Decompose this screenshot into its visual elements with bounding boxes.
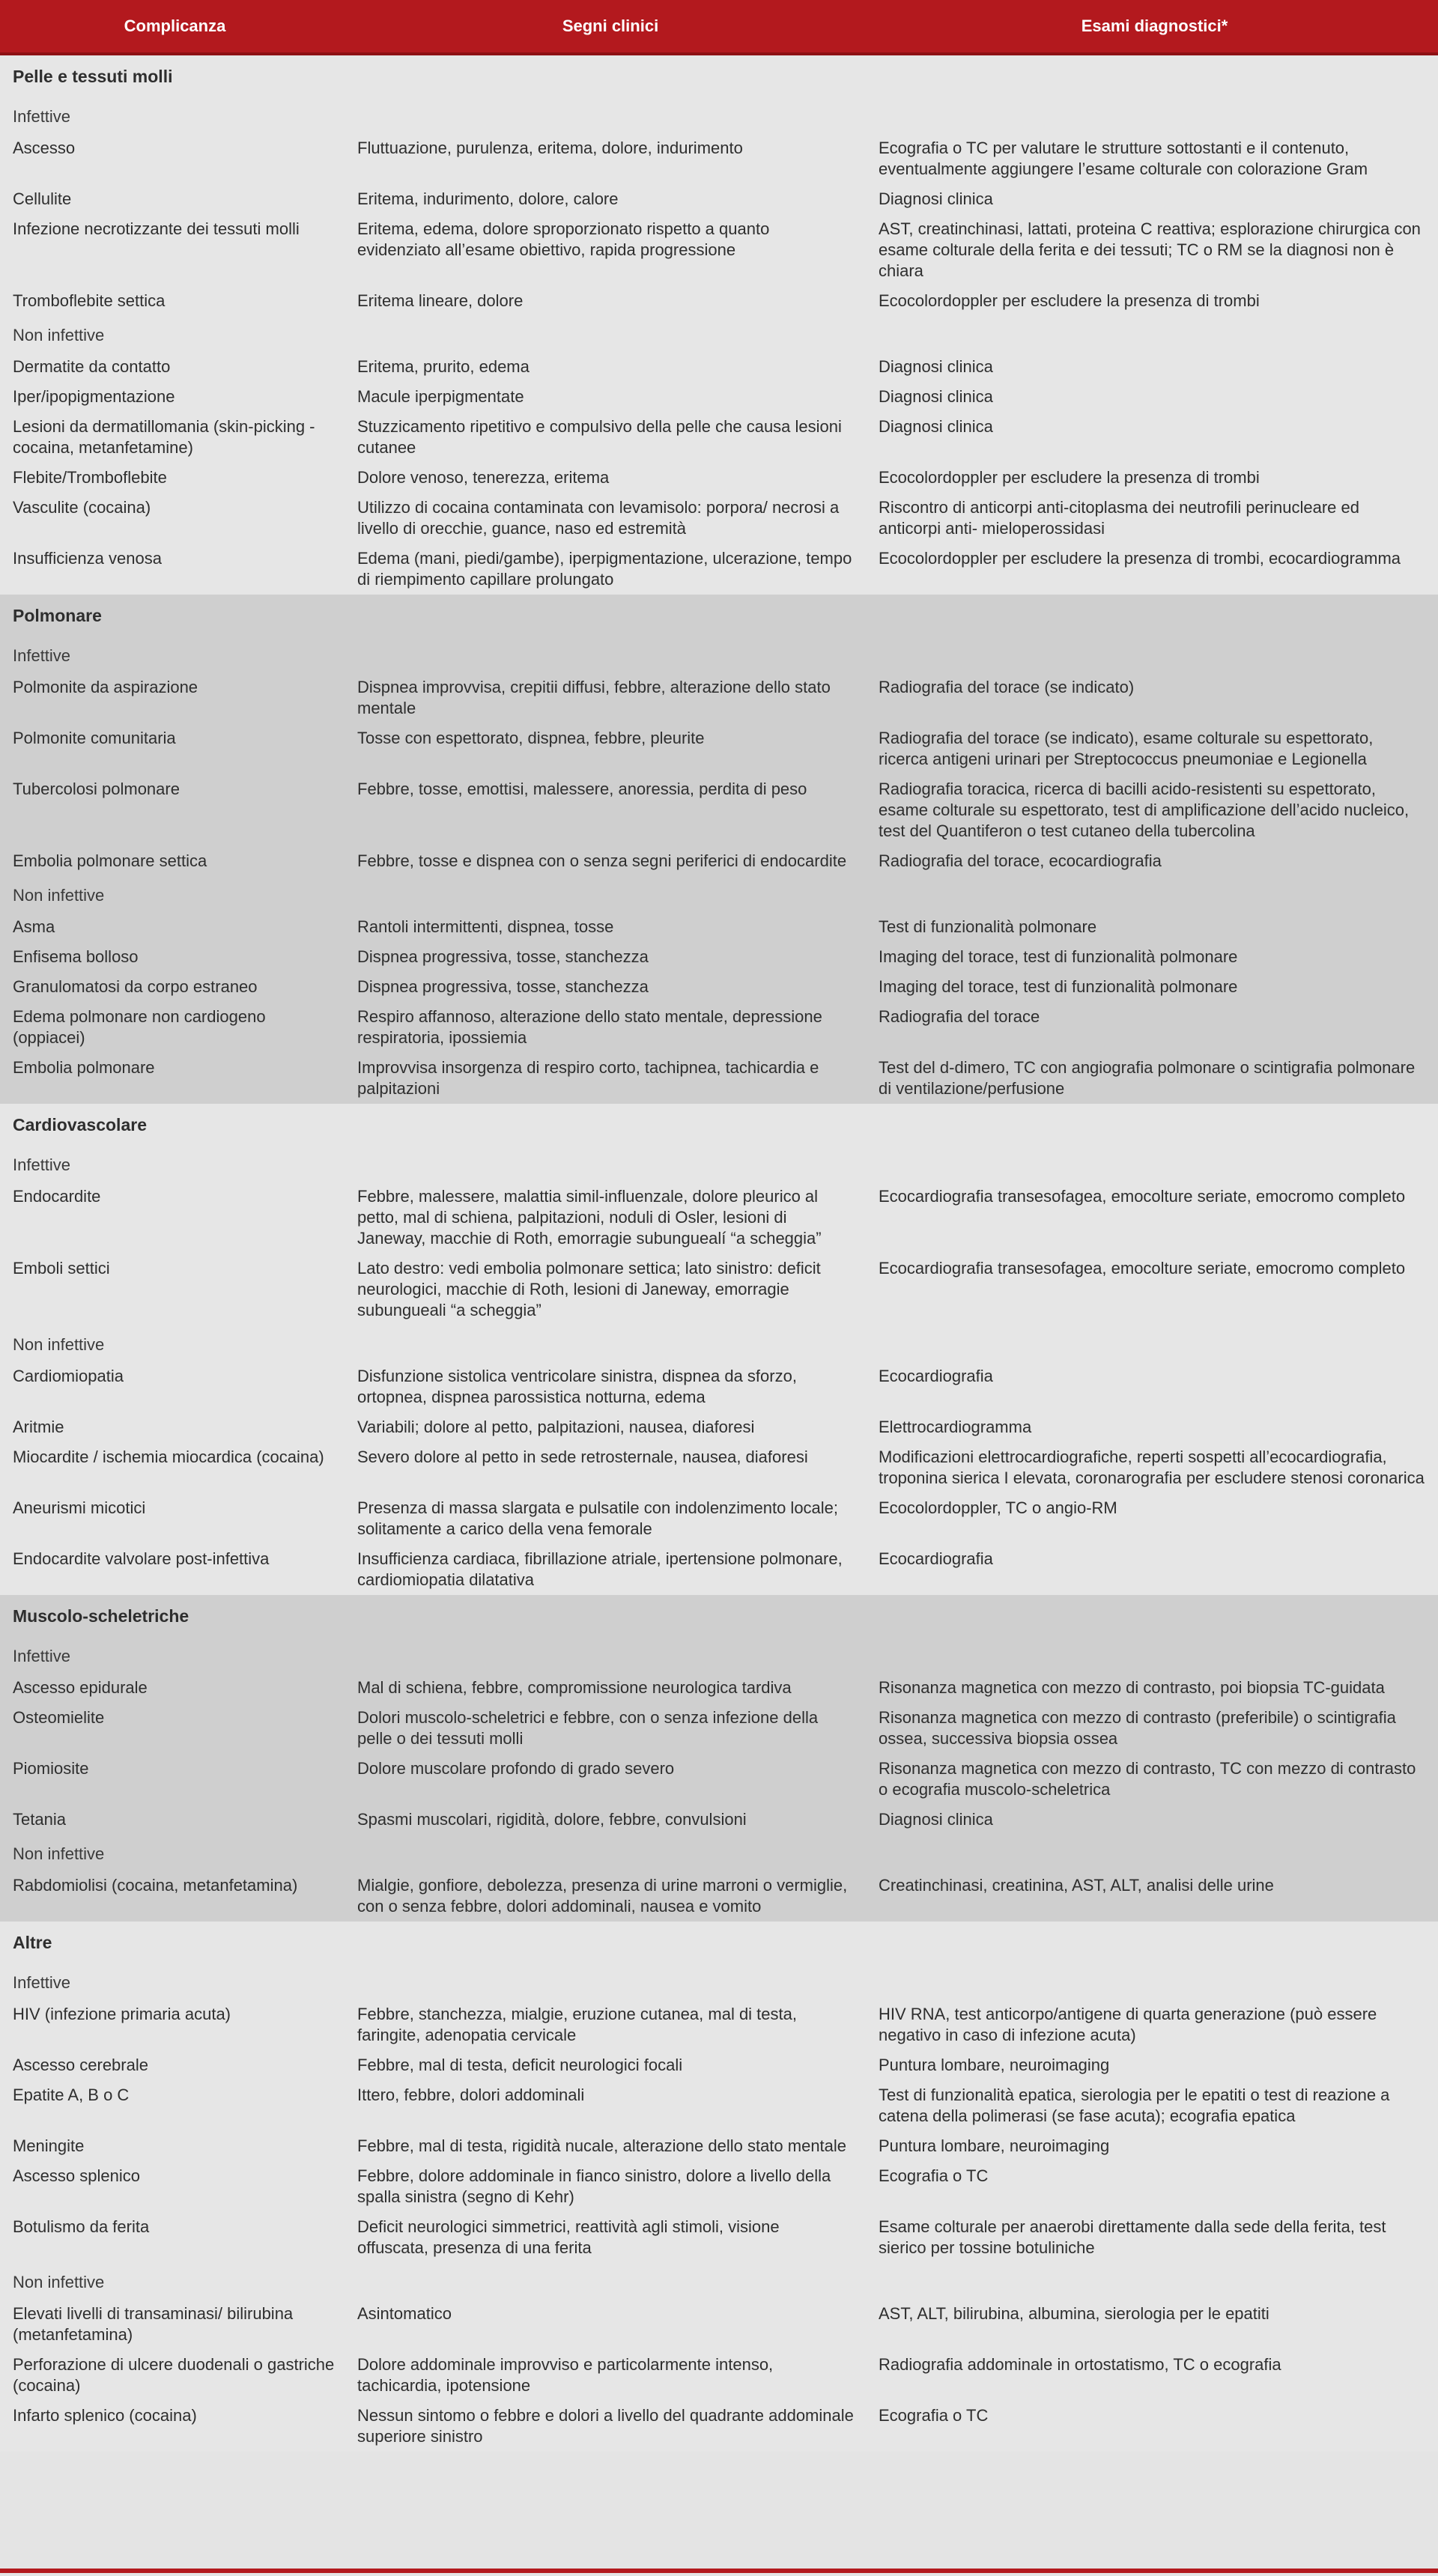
cell-segni-clinici: Edema (mani, piedi/gambe), iperpigmentazione, ulcerazione, tempo di riempimento capillare prolungato bbox=[357, 549, 852, 589]
table-row bbox=[0, 2299, 1438, 2350]
table-row bbox=[0, 1703, 1438, 1754]
cell-esami-diagnostici: Ecocolordoppler per escludere la presenza di trombi bbox=[879, 291, 1260, 310]
cell-complicanza: Polmonite da aspirazione bbox=[13, 678, 198, 696]
table-row bbox=[0, 382, 1438, 412]
cell-complicanza: Polmonite comunitaria bbox=[13, 729, 176, 747]
cell-segni-clinici: Dolore venoso, tenerezza, eritema bbox=[357, 468, 610, 487]
cell-esami-diagnostici: Diagnosi clinica bbox=[879, 387, 993, 406]
cell-segni-clinici: Dolore muscolare profondo di grado severo bbox=[357, 1759, 675, 1778]
cell-segni-clinici: Variabili; dolore al petto, palpitazioni, nausea, diaforesi bbox=[357, 1418, 755, 1436]
cell-esami-diagnostici: Ecocardiografia transesofagea, emocolture seriate, emocromo completo bbox=[879, 1259, 1406, 1278]
cell-segni-clinici: Macule iperpigmentate bbox=[357, 387, 524, 406]
cell-complicanza: Iper/ipopigmentazione bbox=[13, 387, 175, 406]
cell-segni-clinici: Febbre, malessere, malattia simil-influenzale, dolore pleurico al petto, mal di schiena, palpitazioni, noduli di Osler, lesioni di Janeway, macchie di Roth, emorragie subunguealí “a scheggia” bbox=[357, 1187, 822, 1248]
cell-complicanza: Ascesso splenico bbox=[13, 2166, 140, 2185]
cell-esami-diagnostici: Diagnosi clinica bbox=[879, 417, 993, 436]
table-header bbox=[0, 0, 1438, 54]
cell-esami-diagnostici: Ecocolordoppler, TC o angio-RM bbox=[879, 1498, 1117, 1517]
table-row bbox=[0, 2350, 1438, 2401]
subgroup-row bbox=[0, 316, 1438, 352]
cell-segni-clinici: Ittero, febbre, dolori addominali bbox=[357, 2086, 585, 2104]
cell-complicanza: Edema polmonare non cardiogeno (oppiacei) bbox=[13, 1007, 266, 1047]
cell-esami-diagnostici: Riscontro di anticorpi anti-citoplasma dei neutrofili perinucleare ed anticorpi anti- mieloperossidasi bbox=[879, 498, 1359, 538]
cell-segni-clinici: Utilizzo di cocaina contaminata con levamisolo: porpora/ necrosi a livello di orecchie, guance, naso ed estremità bbox=[357, 498, 840, 538]
table-row bbox=[0, 184, 1438, 214]
cell-segni-clinici: Febbre, tosse, emottisi, malessere, anoressia, perdita di peso bbox=[357, 780, 807, 798]
cell-esami-diagnostici: Diagnosi clinica bbox=[879, 357, 993, 376]
cell-esami-diagnostici: Test di funzionalità polmonare bbox=[879, 917, 1097, 936]
cell-complicanza: Botulismo da ferita bbox=[13, 2217, 150, 2236]
cell-esami-diagnostici: Radiografia del torace, ecocardiografia bbox=[879, 851, 1162, 870]
section-title: Polmonare bbox=[13, 606, 102, 625]
cell-segni-clinici: Febbre, tosse e dispnea con o senza segni periferici di endocardite bbox=[357, 851, 847, 870]
cell-esami-diagnostici: Risonanza magnetica con mezzo di contrasto (preferibile) o scintigrafia ossea, successiva biopsia ossea bbox=[879, 1708, 1396, 1748]
cell-esami-diagnostici: Radiografia del torace (se indicato), esame colturale su espettorato, ricerca antigeni urinari per Streptococcus pneumoniae e Legionella bbox=[879, 729, 1374, 768]
subgroup-row bbox=[0, 1325, 1438, 1361]
cell-segni-clinici: Spasmi muscolari, rigidità, dolore, febbre, convulsioni bbox=[357, 1810, 747, 1829]
cell-complicanza: Ascesso epidurale bbox=[13, 1678, 148, 1697]
cell-complicanza: Epatite A, B o C bbox=[13, 2086, 130, 2104]
subgroup-label: Non infettive bbox=[13, 326, 105, 344]
section-title: Cardiovascolare bbox=[13, 1115, 147, 1134]
subgroup-label: Infettive bbox=[13, 1973, 71, 1992]
table-row bbox=[0, 2050, 1438, 2080]
cell-esami-diagnostici: Ecografia o TC bbox=[879, 2166, 989, 2185]
table-row bbox=[0, 723, 1438, 774]
cell-complicanza: Tubercolosi polmonare bbox=[13, 780, 180, 798]
cell-complicanza: Granulomatosi da corpo estraneo bbox=[13, 977, 258, 996]
table-row bbox=[0, 463, 1438, 493]
cell-complicanza: Ascesso bbox=[13, 139, 76, 157]
cell-esami-diagnostici: Modificazioni elettrocardiografiche, reperti sospetti all’ecocardiografia, troponina sierica I elevata, coronarografia per escludere stenosi coronarica bbox=[879, 1448, 1425, 1487]
cell-segni-clinici: Stuzzicamento ripetitivo e compulsivo della pelle che causa lesioni cutanee bbox=[357, 417, 842, 457]
table-row bbox=[0, 1493, 1438, 1544]
table-row bbox=[0, 1673, 1438, 1703]
cell-complicanza: Perforazione di ulcere duodenali o gastriche (cocaina) bbox=[13, 2355, 335, 2395]
cell-complicanza: Asma bbox=[13, 917, 55, 936]
cell-complicanza: Miocardite / ischemia miocardica (cocaina) bbox=[13, 1448, 324, 1466]
cell-segni-clinici: Improvvisa insorgenza di respiro corto, tachipnea, tachicardia e palpitazioni bbox=[357, 1058, 819, 1098]
section-title: Muscolo-scheletriche bbox=[13, 1606, 189, 1626]
table-row bbox=[0, 2161, 1438, 2212]
subgroup-label: Infettive bbox=[13, 1155, 71, 1174]
cell-complicanza: Embolia polmonare settica bbox=[13, 851, 207, 870]
table-row bbox=[0, 774, 1438, 846]
subgroup-row bbox=[0, 1835, 1438, 1871]
subgroup-label: Infettive bbox=[13, 107, 71, 126]
cell-esami-diagnostici: Puntura lombare, neuroimaging bbox=[879, 2056, 1110, 2074]
subgroup-row bbox=[0, 637, 1438, 672]
cell-complicanza: Enfisema bolloso bbox=[13, 947, 139, 966]
table-row bbox=[0, 286, 1438, 316]
subgroup-row bbox=[0, 97, 1438, 133]
header-complicanza: Complicanza bbox=[0, 0, 350, 54]
subgroup-label: Non infettive bbox=[13, 886, 105, 905]
cell-esami-diagnostici: Ecocardiografia bbox=[879, 1549, 993, 1568]
cell-segni-clinici: Asintomatico bbox=[357, 2304, 452, 2323]
cell-esami-diagnostici: Imaging del torace, test di funzionalità polmonare bbox=[879, 947, 1238, 966]
section-row bbox=[0, 1922, 1438, 1963]
cell-complicanza: Aritmie bbox=[13, 1418, 64, 1436]
table-row bbox=[0, 214, 1438, 286]
cell-esami-diagnostici: Ecografia o TC per valutare le strutture sottostanti e il contenuto, eventualmente aggiungere l’esame colturale con colorazione Gram bbox=[879, 139, 1368, 178]
table-row bbox=[0, 544, 1438, 595]
cell-esami-diagnostici: HIV RNA, test anticorpo/antigene di quarta generazione (può essere negativo in caso di infezione acuta) bbox=[879, 2005, 1377, 2044]
cell-esami-diagnostici: AST, creatinchinasi, lattati, proteina C reattiva; esplorazione chirurgica con esame colturale della ferita e dei tessuti; TC o RM se la diagnosi non è chiara bbox=[879, 219, 1421, 280]
bottom-rule bbox=[0, 2569, 1438, 2573]
cell-esami-diagnostici: Diagnosi clinica bbox=[879, 189, 993, 208]
table-row bbox=[0, 133, 1438, 184]
table-row bbox=[0, 2212, 1438, 2263]
cell-esami-diagnostici: Radiografia toracica, ricerca di bacilli acido-resistenti su espettorato, esame colturale su espettorato, test di amplificazione dell’acido nucleico, test del Quantiferon o test cutaneo della tubercolina bbox=[879, 780, 1410, 840]
cell-complicanza: Endocardite bbox=[13, 1187, 101, 1206]
table-row bbox=[0, 972, 1438, 1002]
cell-segni-clinici: Deficit neurologici simmetrici, reattività agli stimoli, visione offuscata, presenza di una ferita bbox=[357, 2217, 780, 2257]
cell-segni-clinici: Lato destro: vedi embolia polmonare settica; lato sinistro: deficit neurologici, macchie di Roth, lesioni di Janeway, emorragie subungueali “a scheggia” bbox=[357, 1259, 821, 1319]
table-row bbox=[0, 1361, 1438, 1412]
table-body bbox=[0, 54, 1438, 2452]
cell-esami-diagnostici: Ecocardiografia bbox=[879, 1367, 993, 1385]
cell-segni-clinici: Presenza di massa slargata e pulsatile con indolenzimento locale; solitamente a carico della vena femorale bbox=[357, 1498, 839, 1538]
cell-complicanza: Meningite bbox=[13, 2136, 85, 2155]
cell-esami-diagnostici: Radiografia del torace bbox=[879, 1007, 1040, 1026]
cell-segni-clinici: Febbre, stanchezza, mialgie, eruzione cutanea, mal di testa, faringite, adenopatia cervicale bbox=[357, 2005, 797, 2044]
cell-segni-clinici: Nessun sintomo o febbre e dolori a livello del quadrante addominale superiore sinistro bbox=[357, 2406, 854, 2446]
cell-esami-diagnostici: Puntura lombare, neuroimaging bbox=[879, 2136, 1110, 2155]
cell-segni-clinici: Dispnea improvvisa, crepitii diffusi, febbre, alterazione dello stato mentale bbox=[357, 678, 831, 717]
table-row bbox=[0, 1442, 1438, 1493]
subgroup-row bbox=[0, 1146, 1438, 1182]
table-row bbox=[0, 1805, 1438, 1835]
cell-complicanza: Flebite/Tromboflebite bbox=[13, 468, 167, 487]
subgroup-row bbox=[0, 1963, 1438, 1999]
cell-complicanza: Ascesso cerebrale bbox=[13, 2056, 148, 2074]
subgroup-label: Infettive bbox=[13, 1647, 71, 1665]
cell-complicanza: Lesioni da dermatillomania (skin-picking - cocaina, metanfetamine) bbox=[13, 417, 315, 457]
cell-segni-clinici: Tosse con espettorato, dispnea, febbre, pleurite bbox=[357, 729, 705, 747]
cell-complicanza: Emboli settici bbox=[13, 1259, 110, 1278]
cell-complicanza: Insufficienza venosa bbox=[13, 549, 162, 568]
section-title: Altre bbox=[13, 1933, 52, 1952]
section-row bbox=[0, 1595, 1438, 1637]
table-row bbox=[0, 1871, 1438, 1922]
cell-complicanza: Infezione necrotizzante dei tessuti molli bbox=[13, 219, 300, 238]
cell-segni-clinici: Disfunzione sistolica ventricolare sinistra, dispnea da sforzo, ortopnea, dispnea parossistica notturna, edema bbox=[357, 1367, 797, 1406]
table-row bbox=[0, 1053, 1438, 1104]
cell-esami-diagnostici: AST, ALT, bilirubina, albumina, sierologia per le epatiti bbox=[879, 2304, 1269, 2323]
cell-esami-diagnostici: Test di funzionalità epatica, sierologia per le epatiti o test di reazione a catena della polimerasi (se fase acuta); ecografia epatica bbox=[879, 2086, 1390, 2125]
table-row bbox=[0, 2131, 1438, 2161]
cell-segni-clinici: Eritema, prurito, edema bbox=[357, 357, 530, 376]
cell-complicanza: Embolia polmonare bbox=[13, 1058, 155, 1077]
cell-esami-diagnostici: Test del d-dimero, TC con angiografia polmonare o scintigrafia polmonare di ventilazione/perfusione bbox=[879, 1058, 1416, 1098]
cell-complicanza: Vasculite (cocaina) bbox=[13, 498, 151, 517]
table-row bbox=[0, 1412, 1438, 1442]
subgroup-row bbox=[0, 876, 1438, 912]
cell-complicanza: Elevati livelli di transaminasi/ bilirubina (metanfetamina) bbox=[13, 2304, 294, 2344]
cell-esami-diagnostici: Ecocolordoppler per escludere la presenza di trombi, ecocardiogramma bbox=[879, 549, 1401, 568]
cell-complicanza: Cardiomiopatia bbox=[13, 1367, 124, 1385]
cell-complicanza: Rabdomiolisi (cocaina, metanfetamina) bbox=[13, 1876, 298, 1895]
cell-segni-clinici: Eritema lineare, dolore bbox=[357, 291, 524, 310]
cell-segni-clinici: Eritema, indurimento, dolore, calore bbox=[357, 189, 619, 208]
subgroup-row bbox=[0, 1637, 1438, 1673]
cell-segni-clinici: Mialgie, gonfiore, debolezza, presenza di urine marroni o vermiglie, con o senza febbre, dolori addominali, nausea e vomito bbox=[357, 1876, 848, 1916]
cell-esami-diagnostici: Elettrocardiogramma bbox=[879, 1418, 1032, 1436]
header-row bbox=[0, 0, 1438, 54]
cell-esami-diagnostici: Ecocolordoppler per escludere la presenza di trombi bbox=[879, 468, 1260, 487]
cell-segni-clinici: Febbre, mal di testa, rigidità nucale, alterazione dello stato mentale bbox=[357, 2136, 847, 2155]
cell-segni-clinici: Febbre, mal di testa, deficit neurologici focali bbox=[357, 2056, 683, 2074]
cell-segni-clinici: Dolore addominale improvviso e particolarmente intenso, tachicardia, ipotensione bbox=[357, 2355, 774, 2395]
cell-complicanza: Cellulite bbox=[13, 189, 72, 208]
cell-complicanza: Aneurismi micotici bbox=[13, 1498, 146, 1517]
cell-segni-clinici: Febbre, dolore addominale in fianco sinistro, dolore a livello della spalla sinistra (segno di Kehr) bbox=[357, 2166, 831, 2206]
table-row bbox=[0, 846, 1438, 876]
cell-segni-clinici: Dispnea progressiva, tosse, stanchezza bbox=[357, 947, 649, 966]
cell-complicanza: Osteomielite bbox=[13, 1708, 105, 1727]
header-esami-diagnostici: Esami diagnostici* bbox=[871, 0, 1438, 54]
table-row bbox=[0, 1002, 1438, 1053]
table-row bbox=[0, 352, 1438, 382]
subgroup-label: Non infettive bbox=[13, 1335, 105, 1354]
cell-segni-clinici: Respiro affannoso, alterazione dello stato mentale, depressione respiratoria, ipossiemia bbox=[357, 1007, 822, 1047]
cell-esami-diagnostici: Creatinchinasi, creatinina, AST, ALT, analisi delle urine bbox=[879, 1876, 1274, 1895]
subgroup-label: Infettive bbox=[13, 646, 71, 665]
cell-segni-clinici: Fluttuazione, purulenza, eritema, dolore, indurimento bbox=[357, 139, 743, 157]
subgroup-label: Non infettive bbox=[13, 2273, 105, 2291]
cell-segni-clinici: Mal di schiena, febbre, compromissione neurologica tardiva bbox=[357, 1678, 792, 1697]
cell-segni-clinici: Insufficienza cardiaca, fibrillazione atriale, ipertensione polmonare, cardiomiopatia dilatativa bbox=[357, 1549, 843, 1589]
table-row bbox=[0, 493, 1438, 544]
subgroup-row bbox=[0, 2263, 1438, 2299]
table-row bbox=[0, 412, 1438, 463]
cell-esami-diagnostici: Imaging del torace, test di funzionalità polmonare bbox=[879, 977, 1238, 996]
header-segni-clinici: Segni clinici bbox=[350, 0, 871, 54]
table-row bbox=[0, 1182, 1438, 1254]
cell-segni-clinici: Severo dolore al petto in sede retrosternale, nausea, diaforesi bbox=[357, 1448, 808, 1466]
table-row bbox=[0, 2401, 1438, 2452]
cell-complicanza: Dermatite da contatto bbox=[13, 357, 171, 376]
section-row bbox=[0, 1104, 1438, 1146]
table-row bbox=[0, 1754, 1438, 1805]
cell-complicanza: Piomiosite bbox=[13, 1759, 89, 1778]
table-row bbox=[0, 1544, 1438, 1595]
cell-esami-diagnostici: Ecografia o TC bbox=[879, 2406, 989, 2425]
table-row bbox=[0, 2080, 1438, 2131]
cell-esami-diagnostici: Diagnosi clinica bbox=[879, 1810, 993, 1829]
table-row bbox=[0, 1999, 1438, 2050]
cell-esami-diagnostici: Risonanza magnetica con mezzo di contrasto, TC con mezzo di contrasto o ecografia muscolo-scheletrica bbox=[879, 1759, 1416, 1799]
cell-complicanza: Infarto splenico (cocaina) bbox=[13, 2406, 197, 2425]
cell-complicanza: Endocardite valvolare post-infettiva bbox=[13, 1549, 270, 1568]
section-title: Pelle e tessuti molli bbox=[13, 67, 173, 86]
cell-segni-clinici: Eritema, edema, dolore sproporzionato rispetto a quanto evidenziato all’esame obiettivo, rapida progressione bbox=[357, 219, 770, 259]
table-row bbox=[0, 942, 1438, 972]
table-row bbox=[0, 1254, 1438, 1325]
table-row bbox=[0, 672, 1438, 723]
table-row bbox=[0, 912, 1438, 942]
section-row bbox=[0, 595, 1438, 637]
cell-complicanza: HIV (infezione primaria acuta) bbox=[13, 2005, 231, 2023]
cell-complicanza: Tromboflebite settica bbox=[13, 291, 166, 310]
subgroup-label: Non infettive bbox=[13, 1844, 105, 1863]
cell-esami-diagnostici: Radiografia addominale in ortostatismo, TC o ecografia bbox=[879, 2355, 1281, 2374]
cell-complicanza: Tetania bbox=[13, 1810, 66, 1829]
section-row bbox=[0, 54, 1438, 97]
cell-esami-diagnostici: Ecocardiografia transesofagea, emocolture seriate, emocromo completo bbox=[879, 1187, 1406, 1206]
cell-segni-clinici: Dolori muscolo-scheletrici e febbre, con o senza infezione della pelle o dei tessuti molli bbox=[357, 1708, 819, 1748]
cell-segni-clinici: Dispnea progressiva, tosse, stanchezza bbox=[357, 977, 649, 996]
cell-esami-diagnostici: Esame colturale per anaerobi direttamente dalla sede della ferita, test sierico per tossine botuliniche bbox=[879, 2217, 1386, 2257]
cell-esami-diagnostici: Risonanza magnetica con mezzo di contrasto, poi biopsia TC-guidata bbox=[879, 1678, 1385, 1697]
cell-esami-diagnostici: Radiografia del torace (se indicato) bbox=[879, 678, 1135, 696]
cell-segni-clinici: Rantoli intermittenti, dispnea, tosse bbox=[357, 917, 614, 936]
